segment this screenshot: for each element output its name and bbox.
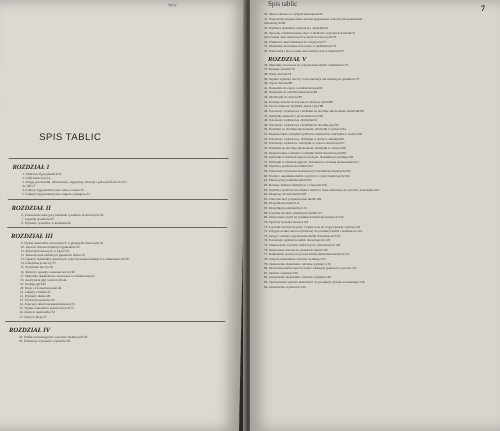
toc-entry: 57. Odchyłki w meblach giętych. Naddatki na obróbkę skrawaniem/101 <box>264 159 359 164</box>
chapter-heading: ROZDZIAŁ V <box>268 55 307 63</box>
page-number: 7 <box>481 4 485 13</box>
toc-entry: 48. Tolerancje wymiarowe. Odchyłki/91 <box>264 118 318 123</box>
toc-entry: 77. Nakładanie powłok na powierzchnie mebli drewnianych/131 <box>264 252 350 257</box>
toc-entry: 58. Wymiary podstawowe mebli/102 <box>264 164 313 169</box>
toc-entry: 1. Oblicznie figur płaskich/11 <box>22 172 62 176</box>
toc-entry: 5. Funkcje trygonometryczne tangens-cotangens/21 <box>21 192 91 197</box>
toc-entry: 33. Sposoby rozmieszczenia okuć w meblach i wyrobach stolarskich <box>264 30 355 35</box>
toc-entry: 80. Drewniane meble tapicerowane i elementy (pełne) do wyrobu/135 <box>264 266 357 271</box>
toc-entry: 19. Rodzaje płyt/45 <box>20 281 47 286</box>
chapter-divider <box>8 199 228 200</box>
toc-entry: 40. Cięcie drewna/80 <box>264 81 293 86</box>
toc-entry: 2. Obliczanie bryl/14 <box>22 176 51 181</box>
toc-entry: 66. Klasyfikacja mebli/111 <box>264 201 300 206</box>
toc-entry: 20. Kleje i ich zastosowanie/46 <box>19 285 62 290</box>
toc-entry: 12. Masa drewna niektórych gatunków drzew/35 <box>20 253 86 258</box>
toc-entry: 75. Znakowanie wyrobów meblowych i drewnianych/129 <box>264 243 341 247</box>
toc-entry: 15. Sortyment tarcicy/38 <box>20 265 54 270</box>
toc-entry: 55. Dopuszczalne wymiary i odchyłki mebli skrzyniowych/99 <box>264 150 346 155</box>
toc-entry: 38. Wady drewna/78 <box>264 71 292 76</box>
toc-entry: 45. Tarcica klejona. Wymiary desek i płyt/88 <box>264 104 324 109</box>
toc-entry: 78. Zużycie materiałów. Główne wymiary/133 <box>264 256 326 261</box>
toc-entry: 43. Obrabiarki do drewna/85 <box>264 95 303 99</box>
toc-entry: 7. Legenda rysunków/25 <box>21 216 55 221</box>
right-page <box>250 0 500 431</box>
toc-entry: 28. Profile technologiczne wyrobów meblowych/58 <box>18 334 88 339</box>
toc-entry: 63. Wymiary podstawowe znaków mebli w fazie zaliczenia do wyrobu i wdrożenia/107 <box>264 187 380 192</box>
toc-entry: 49. Tolerancje wymiarowe i naddatki na obróbkę płyt/92 <box>264 122 339 127</box>
toc-entry: 39. Ogólne wymiary tarcicy i ich tolerancje dla niektórych gatunków/79 <box>264 76 360 81</box>
toc-entry: 53. Tolerancje wymiarów. Odchyłki w stolarce drzwiowej/97 <box>264 141 345 146</box>
toc-entry: 41. Narzędzia do cięcia i obróbki drewna/82 <box>264 85 323 90</box>
toc-entry: 3. Potęgi, pierwiastki, odwrotności, logarytmy, obwody i pola kół dla liczb od 1 <box>22 180 128 185</box>
toc-entry: 14. Klasyfikacja tarcicy/37 <box>20 261 57 266</box>
toc-entry: 10. Gęstość drewna niektórych gatunków/32 <box>20 244 80 249</box>
right-running-header: Spis tablic <box>268 0 298 8</box>
toc-entry: 37. Rodzaje drewna/76 <box>264 67 295 72</box>
toc-entry: drewnianych/68 <box>264 21 286 26</box>
toc-entry: 9. Wykaz materiałów stosowanych w przemyśle drzewnym/32 <box>20 240 104 245</box>
chapter-heading: ROZDZIAŁ I <box>12 164 50 171</box>
toc-entry: 82. Zestawienie materiałów. Główne wymiary/138 <box>264 275 331 280</box>
left-page <box>0 0 248 431</box>
toc-entry: 18. Asortyment płyt wiórowych/44 <box>20 277 67 282</box>
toc-entry: 59. Przestrzeń wysokości montażowych modeli drewnianych/103 <box>264 169 351 173</box>
toc-entry: 81. Główne wymiary/136 <box>264 270 298 275</box>
toc-entry: 54. Naddatki na obróbkę skrawaniem. Odchyłki w stolarce/98 <box>264 145 346 150</box>
toc-entry: 13. Gęstość materiałów drzewnych i płyt drewnopochodnych w odniesieniu do/36 <box>20 257 130 262</box>
toc-entry: 30. Skurcz drewna w różnych kierunkach/67 <box>264 12 323 16</box>
toc-entry: 44. Rodzaje drewna stosowane do budowy mebli/86 <box>264 99 333 104</box>
page-title: SPIS TABLIC <box>39 132 102 143</box>
chapter-divider <box>9 158 229 159</box>
toc-entry: 64. Diagnozy modeli mebli/108 <box>264 192 306 197</box>
toc-entry: 8. Wymiary rysunków w kreśleniu/26 <box>21 220 72 225</box>
toc-entry: 31. Naprężenia dopuszczalne drewna (naprężenie robocze) dla konstrukcji <box>264 16 363 21</box>
chapter-divider <box>5 321 225 322</box>
toc-entry: 71. Łączenie drewna na pióro i wpust oraz na czopy (zasady ogólne)/119 <box>264 224 361 229</box>
chapter-heading: ROZDZIAŁ II <box>11 204 51 212</box>
toc-entry: 46. Tolerancje wymiarowe i naddatki na obróbkę skrawaniem. Odchyłki/89 <box>264 108 364 113</box>
toc-entry: 69. Oznaczenie części na rysunkach mebli drewnianych/116 <box>264 215 344 220</box>
toc-entry: 51. Dopuszczalne odchyłki wymiarów elementów. Odchyłki w stolarce/95 <box>264 132 363 136</box>
toc-entry: 79. Zestawienie materiałów. Główne wymiary/134 <box>264 261 331 266</box>
toc-entry: 50. Naddatki na obróbkę skrawaniem. Odchyłki w stolarce/94 <box>264 127 346 132</box>
toc-entry: 4. Funkcje trygonometryczne sinus-cosinus/19 <box>21 188 84 193</box>
toc-entry: 36. Materiały stosowane do wykończenia mebli i elementów/75 <box>264 62 349 67</box>
toc-entry: 35. Okładziny drewniane stosowane w meblarstwie/72 <box>264 44 337 49</box>
toc-entry: 11. Masa kłód surowych w kg/m³/33 <box>20 249 70 254</box>
toc-entry: 36. Połączenia i mocowanie okuć meblowych w meblach/73 <box>264 49 344 53</box>
toc-entry: mocowanie okuć meblowych w płytach wiórowych/70 <box>264 35 337 40</box>
toc-entry: 24. Zalecany skład mieszanki klejowej/51 <box>19 302 76 307</box>
toc-entry: 21. Lakiery i emalie/47 <box>19 289 51 294</box>
toc-entry: 6. Zestawienie miar przy kreśleniu rysunków technicznych/24 <box>21 212 104 217</box>
toc-entry: 32. Wymiary łączników tolerancje i odchyłki/69 <box>264 25 328 30</box>
right-toc-column <box>258 12 484 289</box>
toc-entry: do 100/17 <box>22 184 36 189</box>
toc-entry: 65. Zalecane fazy projektowania mebli/109 <box>264 196 322 201</box>
toc-entry: 73. Grupy i rodzaje wykończenia mebli drewnianych/126 <box>264 233 340 238</box>
toc-entry: 47. Odchyłki płaskości i prostoliniowości/90 <box>264 113 324 118</box>
toc-entry: 60. Normy i określenia mebli, wyrobów i części meblowych/104 <box>264 173 350 178</box>
toc-entry: 84. Zestawienie wymiarów/140 <box>264 284 306 289</box>
toc-entry: 67. Klasyfikacja elementów/113 <box>264 206 307 210</box>
toc-entry: 68. Łączenie modeli i elementów mebli/115 <box>264 210 322 215</box>
toc-entry: 34. Wielkości okuć meblowych i uchwytów/71 <box>264 39 327 44</box>
toc-entry: 23. Tworzywa sztuczne/50 <box>19 298 55 303</box>
toc-entry: 61. Płaszczyzny podziału mebli/105 <box>264 178 312 183</box>
chapter-heading: ROZDZIAŁ IV <box>9 326 51 334</box>
toc-entry: 27. Zużycie kleju/55 <box>19 314 47 319</box>
toc-entry: 16. Metody i sposoby suszenia tarcicy/40 <box>20 269 75 274</box>
chapter-heading: ROZDZIAŁ III <box>10 232 53 240</box>
toc-entry: 62. Rodzaje znaków elementów i oznaczeń/106 <box>264 182 327 187</box>
toc-entry: 25. Wykaz materiałów pomocniczych/53 <box>19 306 74 311</box>
toc-entry: 70. Sposoby łączenia drewna/118 <box>264 219 309 224</box>
toc-entry: 74. Tolerancje wymiarów mebli drewnianych/128 <box>264 238 330 243</box>
left-running-header: Spisy <box>167 2 177 7</box>
toc-entry: 83. Sporządzenie wykazu materiałów do produkcji wyrobu stolarskiego/139 <box>264 280 365 284</box>
toc-entry: 22. Wymiary oklein/49 <box>19 294 51 299</box>
toc-entry: 26. Zużycie materiałów/54 <box>19 310 55 315</box>
toc-entry: 52. Tolerancje wymiarowe. Odchyłki w stolarce okiennej/96 <box>264 136 344 141</box>
chapter-divider <box>7 227 227 228</box>
toc-entry: 76. Oznaczanie drewna na rysunkach mebli/130 <box>264 247 328 252</box>
toc-entry: 72. Przygotowanie surowca (drewna) do produkcji mebli i elementów/124 <box>264 229 363 234</box>
toc-entry: 29. Tolerancje wymiarów wyrobów/59 <box>18 338 71 343</box>
toc-entry: 56. Odchyłki w meblach tapicerowanych. Naddatki na obróbkę/100 <box>264 155 354 160</box>
left-toc-column <box>3 156 235 343</box>
toc-entry: 42. Narzędzia do obróbki płaszczyzn/84 <box>264 90 318 95</box>
toc-entry: 17. Materiały okładzinowe stosowane w meblarstwie/42 <box>20 273 95 278</box>
